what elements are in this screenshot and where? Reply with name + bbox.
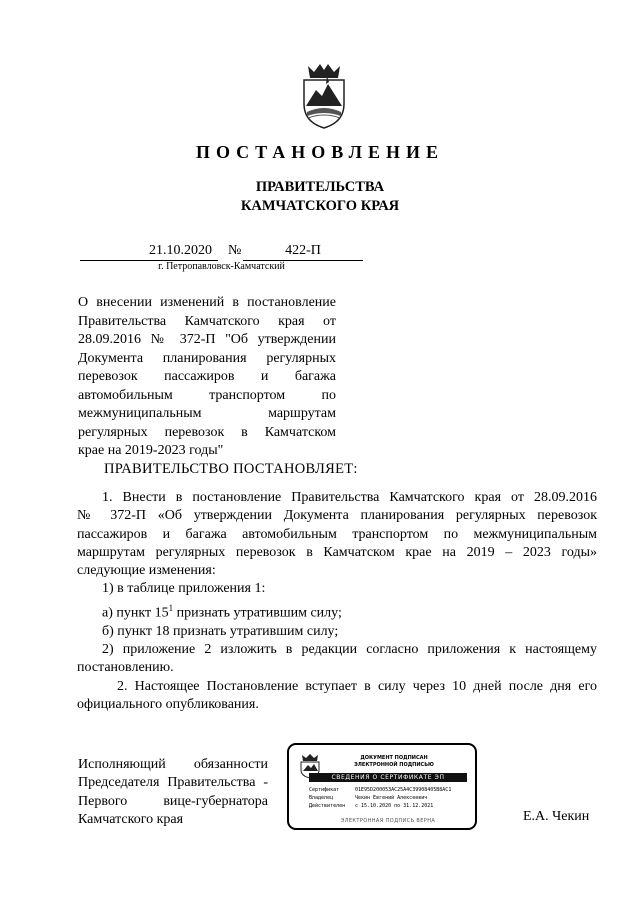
stamp-row-key: Сертификат: [309, 787, 340, 793]
subject-block: [78, 294, 336, 461]
list-item-1a-pre: а) пункт 15: [102, 605, 169, 621]
subject-line: Правительства Камчатского края от: [78, 313, 336, 329]
stamp-row-validity: [309, 803, 474, 810]
document-type-title: ПОСТАНОВЛЕНИЕ: [195, 142, 445, 162]
position-line: Камчатского края: [78, 811, 184, 827]
resolution-body: [77, 489, 597, 714]
stamp-heading-line-2: ЭЛЕКТРОННОЙ ПОДПИСЬЮ: [354, 761, 434, 768]
position-line: Первого вице-губернатора: [78, 793, 268, 809]
document-number: 422-П: [243, 242, 363, 261]
signatory-name: Е.А. Чекин: [523, 809, 590, 824]
stamp-certificate-bar: СВЕДЕНИЯ О СЕРТИФИКАТЕ ЭП: [309, 773, 467, 782]
resolves-heading: ПРАВИТЕЛЬСТВО ПОСТАНОВЛЯЕТ:: [104, 461, 358, 477]
stamp-footer: ЭЛЕКТРОННАЯ ПОДПИСЬ ВЕРНА: [340, 818, 436, 824]
list-item-1: 1) в таблице приложения 1:: [102, 581, 266, 597]
list-item-1a: [102, 599, 597, 623]
list-item-1b: б) пункт 18 признать утратившим силу;: [102, 623, 339, 639]
stamp-row-value: с 15.10.2020 по 31.12.2021: [355, 803, 434, 809]
authority-line-2: КАМЧАТСКОГО КРАЯ: [240, 198, 400, 214]
stamp-heading-line-1: ДОКУМЕНТ ПОДПИСАН: [360, 755, 428, 761]
stamp-row-value: Чекин Евгений Алексеевич: [355, 795, 428, 801]
authority-line-1: ПРАВИТЕЛЬСТВА: [255, 179, 385, 195]
stamp-row-key: Владелец: [309, 795, 334, 801]
list-item-2-line: постановлению.: [77, 660, 174, 676]
authority-name: [0, 178, 640, 216]
position-line: Исполняющий обязанности: [78, 757, 268, 772]
subject-line: О внесении изменений в постановление: [78, 295, 336, 310]
paragraph-1-line: следующие изменения:: [77, 563, 216, 579]
paragraph-1-line: пассажиров и багажа автомобильным транспортом по межмуниципальным: [77, 526, 597, 542]
stamp-row-certificate: [309, 787, 474, 794]
paragraph-1-line: 1. Внести в постановление Правительства Камчатского края от 28.09.2016: [102, 490, 597, 505]
stamp-row-key: Действителен: [309, 803, 346, 809]
coat-of-arms-emblem: [298, 60, 350, 130]
subject-line: 28.09.2016 № 372-П "Об утверждении: [78, 332, 336, 347]
list-item-1a-post: признать утратившим силу;: [173, 605, 342, 621]
stamp-row-value: 01E95D200053AC25A4C39908405B8AC1: [355, 787, 452, 793]
stamp-row-owner: [309, 795, 474, 802]
city-line: г. Петропавловск-Камчатский: [158, 261, 285, 272]
paragraph-2-line: официального опубликования.: [77, 696, 259, 712]
electronic-signature-stamp: [287, 743, 477, 830]
paragraph-2-line: 2. Настоящее Постановление вступает в силу через 10 дней после дня его: [117, 678, 597, 694]
subject-line: регулярных перевозок в Камчатском: [78, 424, 336, 440]
subject-line: межмуниципальным маршрутам: [78, 406, 336, 421]
list-item-2-line: 2) приложение 2 изложить в редакции согласно приложения к настоящему: [102, 642, 597, 658]
list-item-1a-superscript: 1: [168, 602, 174, 613]
paragraph-1-line: № 372-П «Об утверждении Документа планирования регулярных перевозок: [77, 508, 597, 524]
subject-line: перевозок пассажиров и багажа: [78, 369, 336, 384]
document-date: 21.10.2020: [80, 242, 218, 261]
paragraph-1-line: маршрутам регулярных перевозок в Камчатском крае на 2019 – 2023 годы»: [77, 544, 597, 560]
stamp-heading: [329, 755, 459, 768]
subject-line: Документа планирования регулярных: [78, 350, 336, 366]
position-line: Председателя Правительства -: [78, 775, 268, 791]
signatory-position: [78, 756, 268, 829]
subject-line-last: крае на 2019-2023 годы": [78, 443, 224, 458]
subject-line: автомобильным транспортом по: [78, 387, 336, 403]
number-sign: №: [228, 243, 242, 258]
